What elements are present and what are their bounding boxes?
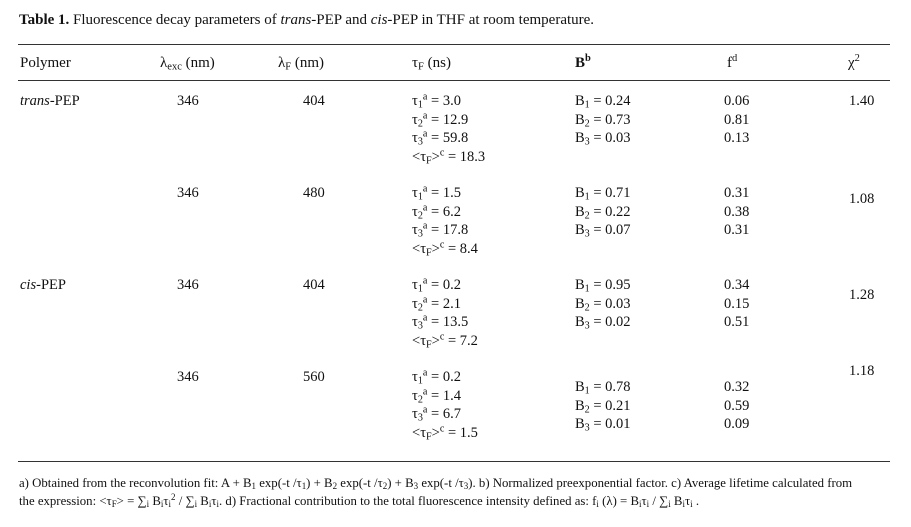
f-component: 0.34 [724,277,750,293]
f-component: 0.15 [724,295,750,312]
chi2-value: 1.28 [849,287,875,303]
lambda-exc-value: 346 [177,185,199,201]
polymer-name: trans-PEP [20,93,80,109]
b-component: $B_1 = 0.71$ [575,185,631,203]
f-component: 0.32 [724,379,750,395]
tau-average: $<\tau_F>^c = 7.2$ [412,330,478,351]
chi2-value: 1.18 [849,363,875,379]
b-component: $B_1 = 0.95$ [575,277,631,295]
f-component: 0.38 [724,203,750,220]
lambda-f-value: 480 [303,185,325,201]
tau-component: $\tau_2^a = 2.1$ [412,293,461,314]
header-lambda-f: $\lambda_F$ (nm) [278,55,325,73]
f-values [724,276,749,332]
footnote-line-2: the expression: $<\tau_F> = \sum_i$ $B_i\tau_i^2 / \sum_i$ $B_i\tau_i$. d) Fractional contribution to the total fluorescence intensity defined as: $f_i$ $(\lambda) = B_i\tau_i / \sum_i$ $B_i\tau_i$ . [19,492,700,510]
table-caption: Table 1. Fluorescence decay parameters of trans-PEP and cis-PEP in THF at room temperature. [19,12,595,28]
tau-average: $<\tau_F>^c = 1.5$ [412,422,478,443]
top-rule [18,44,890,45]
header-B: $B^b$ [575,53,591,71]
polymer-name: cis-PEP [20,277,66,293]
lambda-exc-value: 346 [177,277,199,293]
lambda-f-value: 404 [303,277,325,293]
header-lambda-exc: $\lambda_{exc}$ (nm) [160,55,215,73]
f-component: 0.51 [724,314,750,330]
tau-component: $\tau_3^a = 13.5$ [412,312,469,332]
tau-component: $\tau_2^a = 1.4$ [412,385,461,406]
f-component: 0.59 [724,397,750,414]
footnote-line-1: a) Obtained from the reconvolution fit: $A + B_1$ exp(-t $/\tau_1) + B_2$ exp(-t $/\tau_2) + B_3$ exp(-t $/\tau_3$). b) Normalized preexponential factor. c) Average lifetime calculated from [19,476,853,492]
tau-values [412,276,478,350]
b-values [575,276,631,332]
tau-average: $<\tau_F>^c = 18.3$ [412,146,486,167]
b-component: $B_1 = 0.78$ [575,379,631,397]
b-component: $B_2 = 0.22$ [575,203,631,222]
b-component: $B_3 = 0.02$ [575,314,631,332]
b-values [575,378,631,434]
f-component: 0.06 [724,93,750,109]
tau-values [412,184,478,258]
tau-average: $<\tau_F>^c = 8.4$ [412,238,478,259]
tau-component: $\tau_1^a = 0.2$ [412,275,461,295]
tau-values [412,92,485,166]
table-label: Table 1. [19,12,70,28]
header-chi2: $\chi^2$ [848,53,860,71]
tau-component: $\tau_3^a = 6.7$ [412,404,461,424]
tau-component: $\tau_3^a = 17.8$ [412,220,469,240]
f-component: 0.13 [724,130,750,146]
bottom-rule [18,461,890,462]
f-values [724,184,749,240]
b-component: $B_2 = 0.73$ [575,111,631,130]
lambda-exc-value: 346 [177,93,199,109]
tau-component: $\tau_1^a = 1.5$ [412,183,461,203]
b-component: $B_1 = 0.24$ [575,93,631,111]
b-component: $B_2 = 0.21$ [575,397,631,416]
header-polymer: Polymer [20,55,71,71]
f-component: 0.31 [724,222,750,238]
b-values [575,92,631,148]
f-values [724,378,749,434]
tau-component: $\tau_1^a = 3.0$ [412,91,461,111]
tau-component: $\tau_2^a = 12.9$ [412,109,469,130]
b-component: $B_2 = 0.03$ [575,295,631,314]
f-values [724,92,749,148]
b-component: $B_3 = 0.01$ [575,416,631,434]
f-component: 0.81 [724,111,750,128]
header-tau-f: $\tau_F$ (ns) [412,55,451,73]
tau-component: $\tau_2^a = 6.2$ [412,201,461,222]
lambda-f-value: 404 [303,93,325,109]
f-component: 0.31 [724,185,750,201]
b-component: $B_3 = 0.03$ [575,130,631,148]
b-component: $B_3 = 0.07$ [575,222,631,240]
chi2-value: 1.40 [849,93,875,109]
f-component: 0.09 [724,416,750,432]
chi2-value: 1.08 [849,191,875,207]
lambda-f-value: 560 [303,369,325,385]
b-values [575,184,631,240]
tau-values [412,368,478,442]
tau-component: $\tau_3^a = 59.8$ [412,128,469,148]
tau-component: $\tau_1^a = 0.2$ [412,367,461,387]
header-rule [18,80,890,81]
header-f: $f^d$ [727,53,738,71]
lambda-exc-value: 346 [177,369,199,385]
